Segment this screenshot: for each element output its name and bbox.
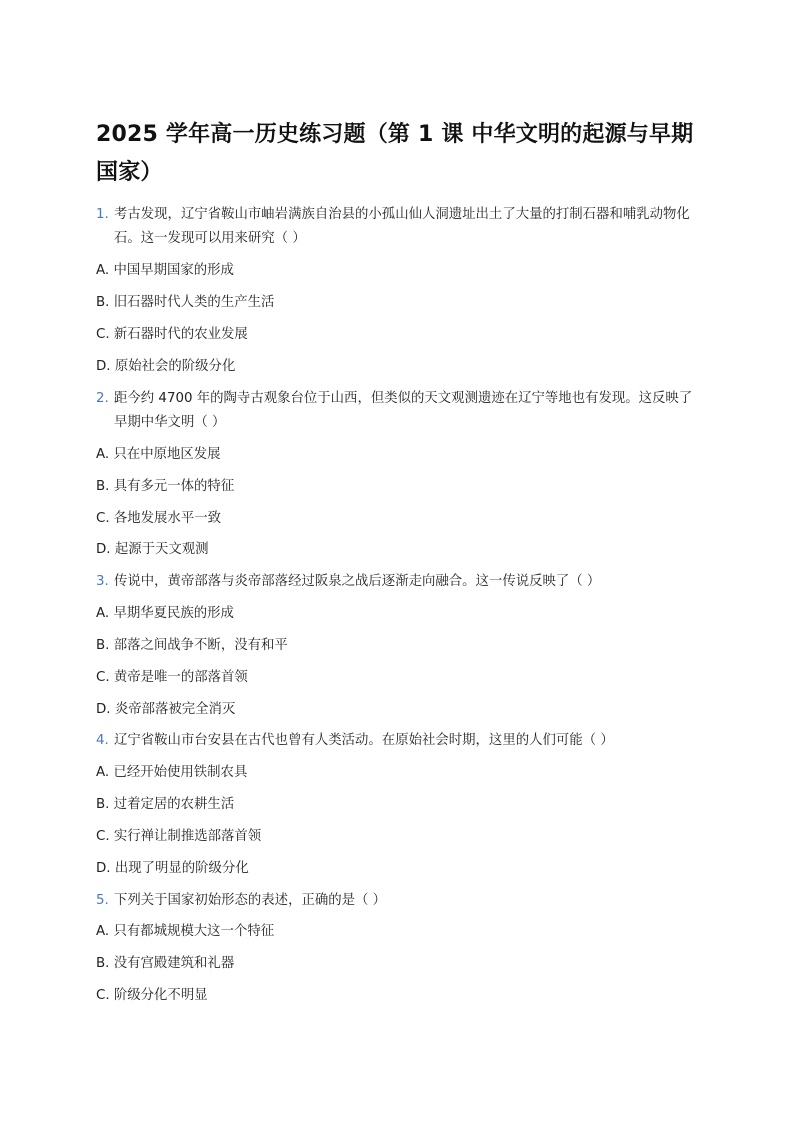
option-5a: A. 只有都城规模大这一个特征 (96, 924, 275, 939)
question-2 (96, 387, 700, 435)
option-2c: C. 各地发展水平一致 (96, 511, 221, 526)
question-number: 4. (96, 733, 109, 748)
question-1 (96, 203, 700, 251)
option-3b: B. 部落之间战争不断，没有和平 (96, 638, 288, 653)
question-text: 距今约 4700 年的陶寺古观象台位于山西，但类似的天文观测遗迹在辽宁等地也有发现。这反映了早期中华文明（ ） (114, 391, 693, 430)
option-1a: A. 中国早期国家的形成 (96, 263, 234, 278)
question-text: 下列关于国家初始形态的表述，正确的是（ ） (114, 893, 387, 908)
question-text: 考古发现，辽宁省鞍山市岫岩满族自治县的小孤山仙人洞遗址出土了大量的打制石器和哺乳动物化石。这一发现可以用来研究（ ） (114, 207, 690, 246)
question-3 (96, 570, 700, 594)
document-title: 2025 学年高一历史练习题（第 1 课 中华文明的起源与早期国家） (96, 122, 694, 185)
question-4 (96, 729, 700, 753)
question-text: 传说中，黄帝部落与炎帝部落经过阪泉之战后逐渐走向融合。这一传说反映了（ ） (114, 574, 601, 589)
option-4c: C. 实行禅让制推选部落首领 (96, 829, 262, 844)
option-2d: D. 起源于天文观测 (96, 542, 209, 557)
option-1d: D. 原始社会的阶级分化 (96, 359, 236, 374)
option-4b: B. 过着定居的农耕生活 (96, 797, 235, 812)
option-3c: C. 黄帝是唯一的部落首领 (96, 670, 248, 685)
question-5 (96, 889, 700, 913)
option-3d: D. 炎帝部落被完全消灭 (96, 702, 236, 717)
question-number: 1. (96, 207, 109, 222)
option-4d: D. 出现了明显的阶级分化 (96, 861, 249, 876)
question-number: 2. (96, 391, 109, 406)
document-page (96, 0, 700, 1123)
option-5b: B. 没有宫殿建筑和礼器 (96, 956, 235, 971)
question-text: 辽宁省鞍山市台安县在古代也曾有人类活动。在原始社会时期，这里的人们可能（ ） (114, 733, 614, 748)
question-number: 3. (96, 574, 109, 589)
option-2a: A. 只在中原地区发展 (96, 447, 221, 462)
option-3a: A. 早期华夏民族的形成 (96, 606, 234, 621)
option-5c: C. 阶级分化不明显 (96, 988, 208, 1003)
question-number: 5. (96, 893, 109, 908)
option-2b: B. 具有多元一体的特征 (96, 479, 235, 494)
option-1b: B. 旧石器时代人类的生产生活 (96, 295, 275, 310)
option-1c: C. 新石器时代的农业发展 (96, 327, 248, 342)
option-4a: A. 已经开始使用铁制农具 (96, 765, 248, 780)
